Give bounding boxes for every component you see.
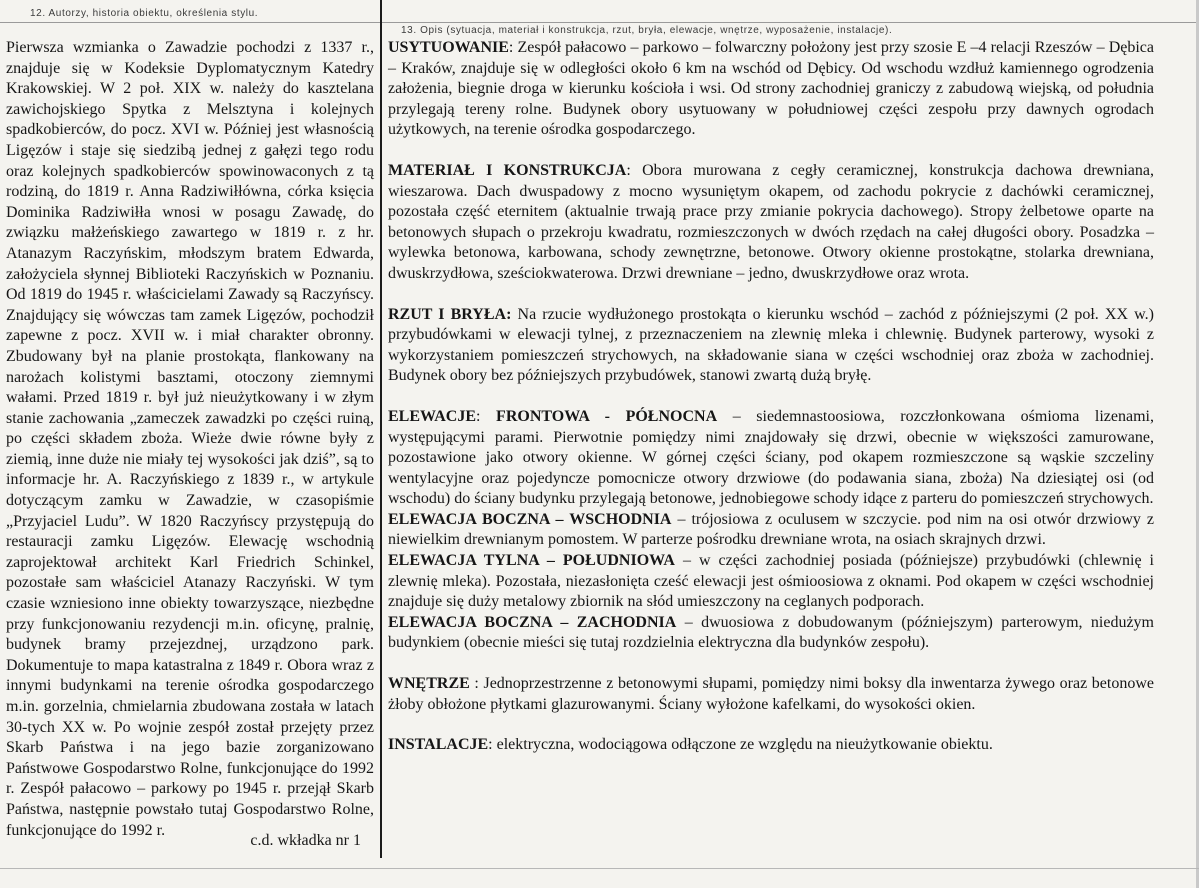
history-header: 12. Autorzy, historia obiektu, określenia stylu. [30,8,259,19]
section-body: : elektryczna, wodociągowa odłączone ze względu na nieużytkowanie obiektu. [488,736,993,754]
section-body: – dwuosiowa z dobudowanym (późniejszym) parterowym, niedużym budynkiem (obecnie mieści się tutaj rozdzielnia elektryczna dla budynków zespołu). [388,613,1154,652]
section-label: ELEWACJE [388,407,477,425]
section-label: USYTUOWANIE [388,39,509,56]
section-elewacja-tylna [388,551,1154,613]
description-header: 13. Opis (sytuacja, materiał i konstrukcja, rzut, bryła, elewacje, wnętrze, wyposażenie, instalacje). [401,25,893,36]
section-body: – w części zachodniej posiada (późniejsze) przybudówki (chlewnię i zlewnię mleka). Pozostała, niezasłonięta cześć elewacji jest ośmioosiowa z oknami. Pod okapem w części wschodniej znajduje się duży metalowy zbiornik na słód umieszczony na ceglanych podporach. [388,552,1154,611]
description-text [388,38,1154,756]
section-label: MATERIAŁ I KONSTRUKCJA [388,161,627,179]
section-label: RZUT I BRYŁA: [388,305,512,323]
continuation-note: c.d. wkładka nr 1 [250,832,361,849]
section-body: : Zespół pałacowo – parkowo – folwarczny położony jest przy szosie E –4 relacji Rzeszów – Dębica – Kraków, znajduje się w odległości około 6 km na wschód od Dębicy. Od wschodu wzdłuż kamiennego ogrodzenia założenia, biegnie droga w kierunku kościoła i wsi. Od strony zachodniej graniczy z zabudową wiejską, od południa przylegają tereny rolne. Budynek obory usytuowany w południowej części zespołu przy dawnych ogrodach użytkowych, na terenie ośrodka gospodarczego. [388,39,1154,139]
section-sublabel: FRONTOWA - PÓŁNOCNA [496,407,718,425]
section-elewacja-wschodnia [388,510,1154,551]
history-text [6,38,374,841]
section-material [388,161,1154,285]
section-usytuowanie [388,38,1154,141]
section-label: ELEWACJA BOCZNA – WSCHODNIA [388,510,672,528]
section-label: ELEWACJA BOCZNA – ZACHODNIA [388,613,677,631]
section-rzut [388,305,1154,387]
section-wnetrze [388,674,1154,715]
column-divider [380,0,382,858]
top-rule [0,22,1199,23]
section-body: : Obora murowana z cegły ceramicznej, konstrukcja dachowa drewniana, wieszarowa. Dach dwuspadowy z mocno wysuniętym okapem, od zachodu pokrycie z dachówki ceramicznej, pozostała część eternitem (aktualnie trwają prace przy zmianie pokrycia dachowego). Stropy żelbetowe oparte na betonowych słupach o przekroju kwadratu, rozmieszczonych w dwóch rzędach na całej długości obory. Posadzka – wylewka betonowa, karbowana, schody zewnętrzne, betonowe. Otwory okienne prostokątne, stolarka drewniana, dwuskrzydłowa, sześciokwaterowa. Drzwi drewniane – jedno, dwuskrzydłowe oraz wrota. [388,161,1154,282]
bottom-rule [0,868,1199,869]
section-label: INSTALACJE [388,736,489,754]
section-body: – siedemnastoosiowa, rozczłonkowana ośmioma lizenami, występującymi parami. Pierwotnie pomiędzy nimi znajdowały się drzwi, obecnie w większości zamurowane, pozostawione jako otwory okienne. W górnej części ściany, pod okapem rozmieszczone są wąskie szczeliny wentylacyjne oraz pojedyncze pomocnicze otwory drzwiowe (do podawania siana, zboża) Na dziesiątej osi (od wschodu) do ściany budynku przylegają betonowe, jednobiegowe schody idące z parteru do pomieszczeń strychowych. [388,407,1154,508]
section-body: : Jednoprzestrzenne z betonowymi słupami, pomiędzy nimi boksy dla inwentarza żywego oraz betonowe żłoby obłożone płytkami glazurowanymi. Ściany wyłożone kafelkami, do wysokości okien. [388,675,1154,713]
section-body: – trójosiowa z oculusem w szczycie. pod nim na osi otwór drzwiowy z niewielkim drewnianym pomostem. W parterze pośrodku drewniane wrota, na osiach skrajnych drzwi. [388,510,1154,549]
history-paragraph: Pierwsza wzmianka o Zawadzie pochodzi z 1337 r., znajduje się w Kodeksie Dyplomatycznym Katedry Krakowskiej. W 2 poł. XIX w. należy do kasztelana zawichojskiego Spytka z Melsztyna i kolejnych spadkobierców, do pocz. XVI w. Później jest własnością Ligęzów i staje się siedzibą jednej z gałęzi tego rodu oraz kolejnych spadkobierców spowinowaconych z tą rodziną, do 1819 r. Anna Radziwiłłówna, córka księcia Dominika Radziwiłła wnosi w posagu Zawadę, do związku małżeńskiego zawartego w 1819 r. z hr. Atanazym Raczyńskim, młodszym bratem Edwarda, założyciela słynnej Biblioteki Raczyńskich w Poznaniu. Od 1819 do 1945 r. właścicielami Zawady są Raczyńscy. Znajdujący się wówczas tam zamek Ligęzów, pochodził zapewne z pocz. XVII w. i miał charakter obronny. Zbudowany był na planie prostokąta, flankowany na narożach kolistymi basztami, otoczony ziemnymi wałami. Przed 1819 r. był już nieużytkowany i w złym stanie zachowania „zameczek zawadzki po części ruiną, po części składem zboża. Wieże dwie równe były z ziemią, inne duże nie miały tej wysokości jak dziś”, są to informacje hr. A. Raczyńskiego z 1839 r., w artykule dotyczącym zamku w Zawadzie, w czasopiśmie „Przyjaciel Ludu”. W 1820 Raczyńscy przystępują do restauracji zamku Ligęzów. Elewację wschodnią zaprojektował architekt Karl Friedrich Schinkel, pozostałe sam właściciel Atanazy Raczyński. W tym czasie wzniesiono inne obiekty towarzyszące, niezbędne przy funkcjonowaniu rezydencji m.in. oficynę, pralnię, budynek bramy przejezdnej, urządzono park. Dokumentuje to mapa katastralna z 1849 r. Obora wraz z innymi budynkami na terenie ośrodka gospodarczego m.in. gorzelnia, chmielarnia zbudowana została w latach 30-tych XX w. Po wojnie zespół został przejęty przez Skarb Państwa i na jego bazie zorganizowano Państwowe Gospodarstwo Rolne, funkcjonujące do 1992 r. Zespół pałacowo – parkowy po 1945 r. przejął Skarb Państwa, następnie powstało tutaj Gospodarstwo Rolne, funkcjonujące do 1992 r. [6,39,374,839]
section-elewacja-zachodnia [388,613,1154,654]
section-label: ELEWACJA TYLNA – POŁUDNIOWA [388,552,675,570]
label-separator: : [476,407,497,425]
section-elewacje-frontowa [388,407,1154,510]
section-body: Na rzucie wydłużonego prostokąta o kierunku wschód – zachód z późniejszymi (2 poł. XX w.) przybudówkami w elewacji tylnej, z przeznaczeniem na zlewnię mleka i chlewnię. Budynek parterowy, wysoki z wykorzystaniem pomieszczeń strychowych, na składowanie siana w części wschodniej oraz zboża w zachodniej. Budynek obory bez późniejszych przybudówek, stanowi zwartą dużą bryłę. [388,305,1154,385]
section-label: WNĘTRZE [388,675,470,693]
section-instalacje [388,735,1154,756]
